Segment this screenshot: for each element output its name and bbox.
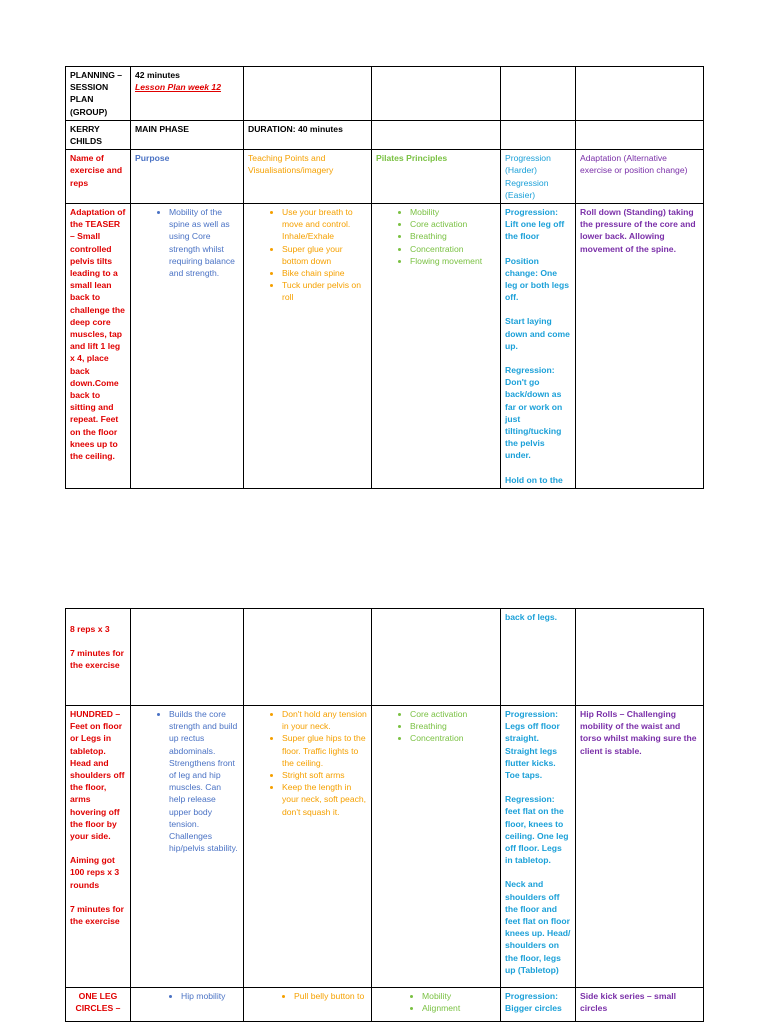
principle-item: • Core activation (410, 218, 496, 230)
principle-item: • Breathing (410, 230, 496, 242)
minutes-text: 7 minutes for the exercise (70, 903, 124, 927)
teaching-cell (244, 988, 372, 1022)
teaching-cell (244, 204, 372, 489)
principle-item: • Flowing movement (410, 255, 496, 267)
empty-cell (576, 67, 704, 121)
empty-cell (501, 67, 576, 121)
table-row (66, 120, 704, 149)
exercise-name: ONE LEG CIRCLES – (66, 988, 131, 1022)
progression-cell (501, 204, 576, 489)
empty-cell (576, 609, 704, 706)
reps-text: 8 reps x 3 (70, 624, 110, 634)
principle-item: • Breathing (410, 720, 496, 732)
progression-cell: Progression: Bigger circles (501, 988, 576, 1022)
planning-label: PLANNING – SESSION PLAN (GROUP) (66, 67, 131, 121)
empty-cell (131, 609, 244, 706)
session-time: 42 minutes (135, 70, 180, 80)
purpose-cell (131, 988, 244, 1022)
progression-cell (501, 706, 576, 988)
empty-cell (372, 67, 501, 121)
principle-item: • Alignment (422, 1002, 496, 1014)
progression-cell: back of legs. (501, 609, 576, 706)
exercise-name: Adaptation of the TEASER – Small controlled pelvis tilts leading to a small lean back to challenge the deep core muscles, tap and lift 1 leg x 4, place back down.Come back to sitting and repeat. Feet on the floor knees up to the ceiling. (66, 204, 131, 489)
principle-item: • Mobility (422, 990, 496, 1002)
empty-cell (244, 609, 372, 706)
principle-item: • Concentration (410, 732, 496, 744)
exercise-reps-cell (66, 609, 131, 706)
teaching-item: • Don't hold any tension in your neck. (282, 708, 367, 732)
progression-text: Regression: Don't go back/down as far or work on just tilting/tucking the pelvis under. (505, 365, 563, 461)
duration-label: DURATION: 40 minutes (244, 120, 372, 149)
exercise-row-hundred (66, 706, 704, 988)
principles-cell (372, 988, 501, 1022)
empty-cell (501, 120, 576, 149)
empty-cell (372, 120, 501, 149)
empty-cell (244, 67, 372, 121)
teaching-item: • Keep the length in your neck, soft peach, don't squash it. (282, 781, 367, 818)
teaching-item: • Pull belly button to (294, 990, 367, 1002)
principles-cell (372, 204, 501, 489)
minutes-text: 7 minutes for the exercise (70, 648, 124, 671)
header-progression: Progression (Harder) Regression (Easier) (501, 150, 576, 204)
teaching-item: • Super glue your bottom down (282, 243, 367, 267)
progression-text: Position change: One leg or both legs off. (505, 255, 569, 303)
progression-text: Progression: Lift one leg off the floor (505, 207, 565, 242)
progression-text: Regression: feet flat on the floor, knees to ceiling. One leg off floor. Legs in tabletop. (505, 794, 569, 866)
purpose-item: • Hip mobility (181, 990, 239, 1002)
teaching-item: • Use your breath to move and control. Inhale/Exhale (282, 206, 367, 243)
teaching-cell (244, 706, 372, 988)
session-plan-table-2 (65, 608, 704, 1022)
header-row (66, 150, 704, 204)
empty-cell (372, 609, 501, 706)
principle-item: • Concentration (410, 243, 496, 255)
adaptation-cell: Roll down (Standing) taking the pressure of the core and lower back. Allowing movement of the spine. (576, 204, 704, 489)
header-teaching: Teaching Points and Visualisations/imagery (244, 150, 372, 204)
exercise-row-teaser (66, 204, 704, 489)
progression-text: Hold on to the (505, 474, 563, 485)
header-purpose: Purpose (131, 150, 244, 204)
teaching-item: • Bike chain spine (282, 267, 367, 279)
purpose-cell (131, 204, 244, 489)
progression-text: Neck and shoulders off the floor and feet flat on floor knees up. Head/ shoulders on the floor, legs up (Tabletop) (505, 879, 571, 975)
principle-item: • Core activation (410, 708, 496, 720)
adaptation-cell: Hip Rolls – Challenging mobility of the waist and torso whilst making sure the client is stable. (576, 706, 704, 988)
principles-cell (372, 706, 501, 988)
teaching-item: • Stright soft arms (282, 769, 367, 781)
header-principles: Pilates Principles (372, 150, 501, 204)
exercise-name: HUNDRED – Feet on floor or Legs in tabletop. Head and shoulders off the floor, arms hovering off the floor by your side. (70, 709, 125, 842)
progression-text: Progression: Legs off floor straight. Straight legs flutter kicks. Toe taps. (505, 709, 560, 781)
principle-item: • Mobility (410, 206, 496, 218)
adaptation-cell: Side kick series – small circles (576, 988, 704, 1022)
instructor-name: KERRY CHILDS (66, 120, 131, 149)
purpose-cell (131, 706, 244, 988)
teaching-item: • Super glue hips to the floor. Traffic lights to the ceiling. (282, 732, 367, 769)
session-plan-table-1 (65, 66, 704, 489)
progression-text: Start laying down and come up. (505, 316, 570, 351)
exercise-row-leg-circles (66, 988, 704, 1022)
header-name: Name of exercise and reps (66, 150, 131, 204)
lesson-plan-link[interactable]: Lesson Plan week 12 (135, 82, 221, 93)
session-time-cell (131, 67, 244, 121)
exercise-name-cell (66, 706, 131, 988)
purpose-item: • Builds the core strength and build up rectus abdominals. Strengthens front of leg and hip muscles. Can help release upper body tension. Challenges hip/pelvis stability. (169, 708, 239, 854)
empty-cell (576, 120, 704, 149)
phase-label: MAIN PHASE (131, 120, 244, 149)
table-row (66, 67, 704, 121)
continuation-row (66, 609, 704, 706)
reps-text: Aiming got 100 reps x 3 rounds (70, 855, 120, 890)
header-adaptation: Adaptation (Alternative exercise or position change) (576, 150, 704, 204)
teaching-item: • Tuck under pelvis on roll (282, 279, 367, 303)
purpose-item: • Mobility of the spine as well as using Core strength whilst requiring balance and strength. (169, 206, 239, 279)
